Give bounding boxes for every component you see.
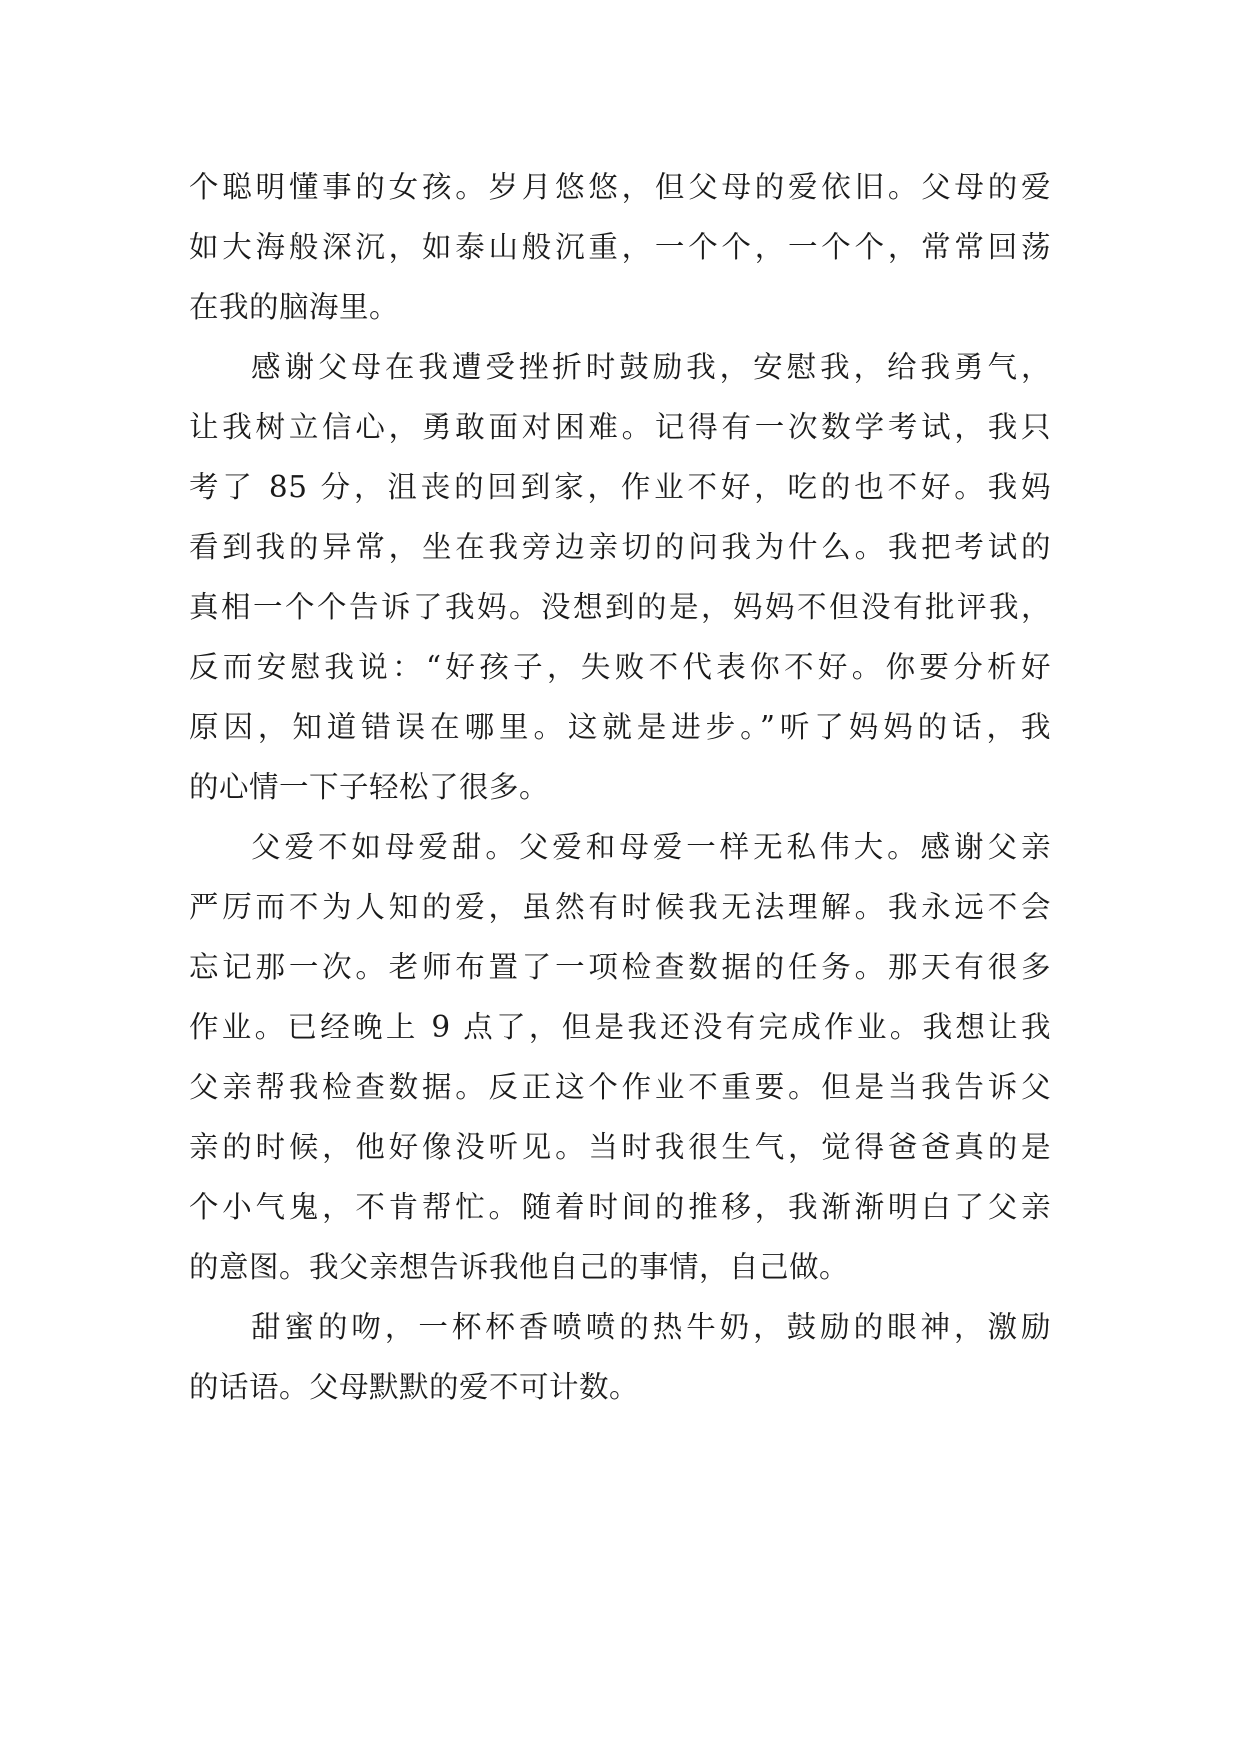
text-line: 看到我的异常，坐在我旁边亲切的问我为什么。我把考试的 xyxy=(189,530,1051,564)
text-line: 个小气鬼，不肯帮忙。随着时间的推移，我渐渐明白了父亲 xyxy=(189,1190,1051,1224)
text-line: 考了 85 分，沮丧的回到家，作业不好，吃的也不好。我妈 xyxy=(189,470,1051,504)
paragraph xyxy=(189,1297,1051,1417)
text-line: 让我树立信心，勇敢面对困难。记得有一次数学考试，我只 xyxy=(189,410,1051,444)
text-line: 原因，知道错误在哪里。这就是进步。”听了妈妈的话，我 xyxy=(189,710,1051,744)
text-line: 如大海般深沉，如泰山般沉重，一个个，一个个，常常回荡 xyxy=(189,230,1051,264)
text-line: 父爱不如母爱甜。父爱和母爱一样无私伟大。感谢父亲 xyxy=(251,830,1051,864)
text-line: 忘记那一次。老师布置了一项检查数据的任务。那天有很多 xyxy=(189,950,1051,984)
text-line: 个聪明懂事的女孩。岁月悠悠，但父母的爱依旧。父母的爱 xyxy=(189,170,1051,204)
paragraph xyxy=(189,337,1051,817)
text-line: 的心情一下子轻松了很多。 xyxy=(189,770,550,804)
text-line: 甜蜜的吻，一杯杯香喷喷的热牛奶，鼓励的眼神，激励 xyxy=(251,1310,1051,1344)
paragraph xyxy=(189,157,1051,337)
text-line: 严厉而不为人知的爱，虽然有时候我无法理解。我永远不会 xyxy=(189,890,1051,924)
text-line: 的话语。父母默默的爱不可计数。 xyxy=(189,1370,640,1404)
text-line: 父亲帮我检查数据。反正这个作业不重要。但是当我告诉父 xyxy=(189,1070,1051,1104)
essay-body xyxy=(189,157,1051,1417)
text-line: 作业。已经晚上 9 点了，但是我还没有完成作业。我想让我 xyxy=(189,1010,1051,1044)
text-line: 的意图。我父亲想告诉我他自己的事情，自己做。 xyxy=(189,1250,850,1284)
text-line: 感谢父母在我遭受挫折时鼓励我，安慰我，给我勇气， xyxy=(251,350,1051,384)
text-line: 反而安慰我说：“好孩子，失败不代表你不好。你要分析好 xyxy=(189,650,1051,684)
paragraph xyxy=(189,817,1051,1297)
text-line: 真相一个个告诉了我妈。没想到的是，妈妈不但没有批评我， xyxy=(189,590,1051,624)
text-line: 在我的脑海里。 xyxy=(189,290,400,324)
text-line: 亲的时候，他好像没听见。当时我很生气，觉得爸爸真的是 xyxy=(189,1130,1051,1164)
